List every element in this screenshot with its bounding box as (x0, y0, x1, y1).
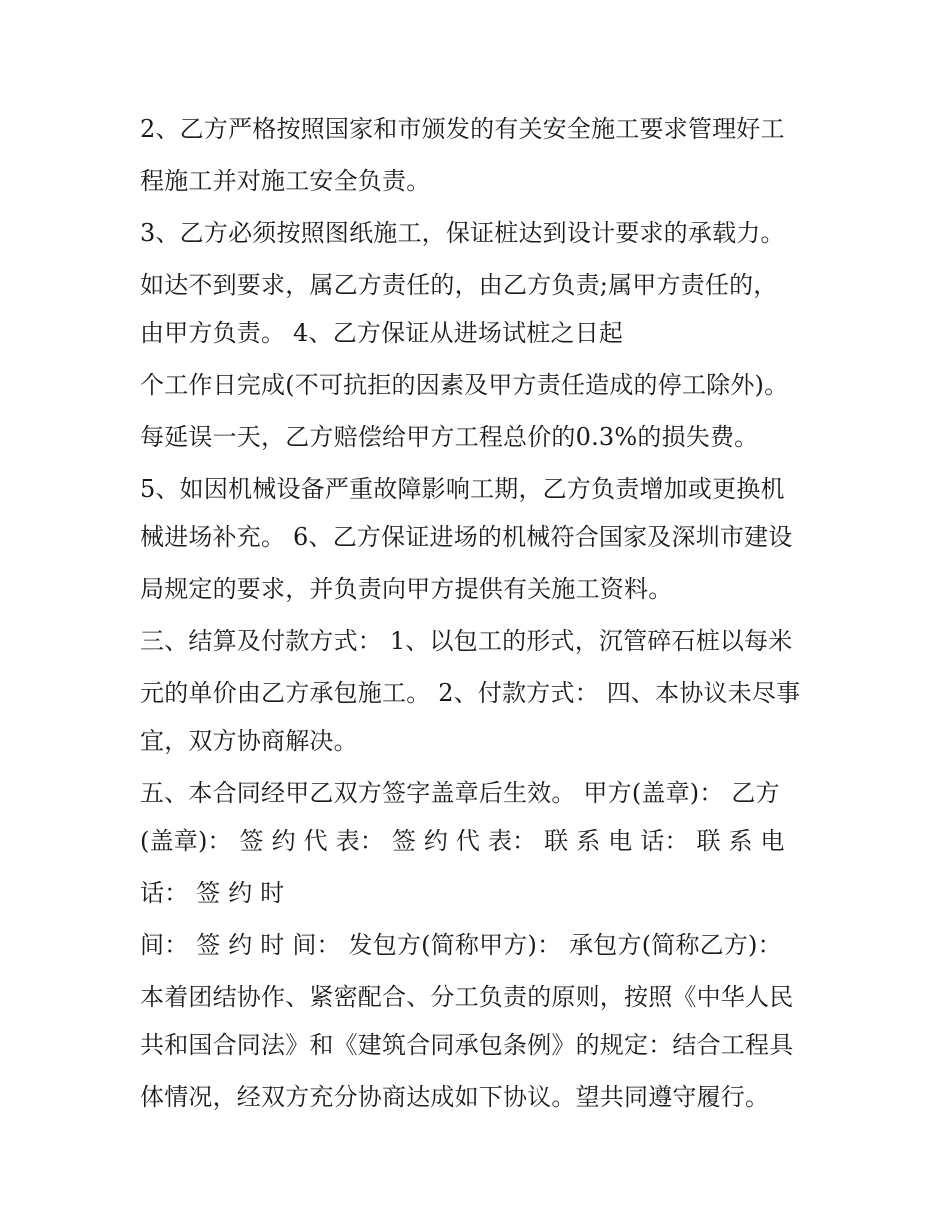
paragraph-line: 共和国合同法》和《建筑合同承包条例》的规定：结合工程具 (140, 1031, 794, 1059)
paragraph-line: 如达不到要求，属乙方责任的，由乙方负责;属甲方责任的， (140, 271, 778, 299)
paragraph-line: 话： 签 约 时 (140, 879, 285, 907)
paragraph-line: 个工作日完成(不可抗拒的因素及甲方责任造成的停工除外)。 (140, 371, 789, 399)
paragraph-line: 局规定的要求，并负责向甲方提供有关施工资料。 (140, 575, 673, 603)
paragraph-line: 由甲方负责。 4、乙方保证从进场试桩之日起 (140, 319, 624, 347)
paragraph-line: (盖章)： 签 约 代 表： 签 约 代 表： 联 系 电 话： 联 系 电 (140, 827, 785, 855)
paragraph-line: 间： 签 约 时 间： 发包方(简称甲方)： 承包方(简称乙方)： (140, 931, 782, 959)
paragraph-line: 三、结算及付款方式： 1、以包工的形式，沉管碎石桩以每米 (140, 627, 793, 655)
paragraph-line: 5、如因机械设备严重故障影响工期，乙方负责增加或更换机 (140, 475, 785, 503)
paragraph-line: 体情况，经双方充分协商达成如下协议。望共同遵守履行。 (140, 1083, 770, 1111)
paragraph-line: 3、乙方必须按照图纸施工，保证桩达到设计要求的承载力。 (140, 219, 785, 247)
paragraph-line: 元的单价由乙方承包施工。 2、付款方式： 四、本协议未尽事 (140, 679, 801, 707)
paragraph-line: 2、乙方严格按照国家和市颁发的有关安全施工要求管理好工 (140, 115, 785, 143)
paragraph-line: 械进场补充。 6、乙方保证进场的机械符合国家及深圳市建设 (140, 523, 793, 551)
paragraph-line: 每延误一天，乙方赔偿给甲方工程总价的0.3%的损失费。 (140, 423, 759, 451)
paragraph-line: 五、本合同经甲乙双方签字盖章后生效。 甲方(盖章)： 乙方 (140, 779, 780, 807)
paragraph-line: 本着团结协作、紧密配合、分工负责的原则，按照《中华人民 (140, 983, 794, 1011)
paragraph-line: 宜，双方协商解决。 (140, 727, 358, 755)
paragraph-line: 程施工并对施工安全负责。 (140, 167, 431, 195)
